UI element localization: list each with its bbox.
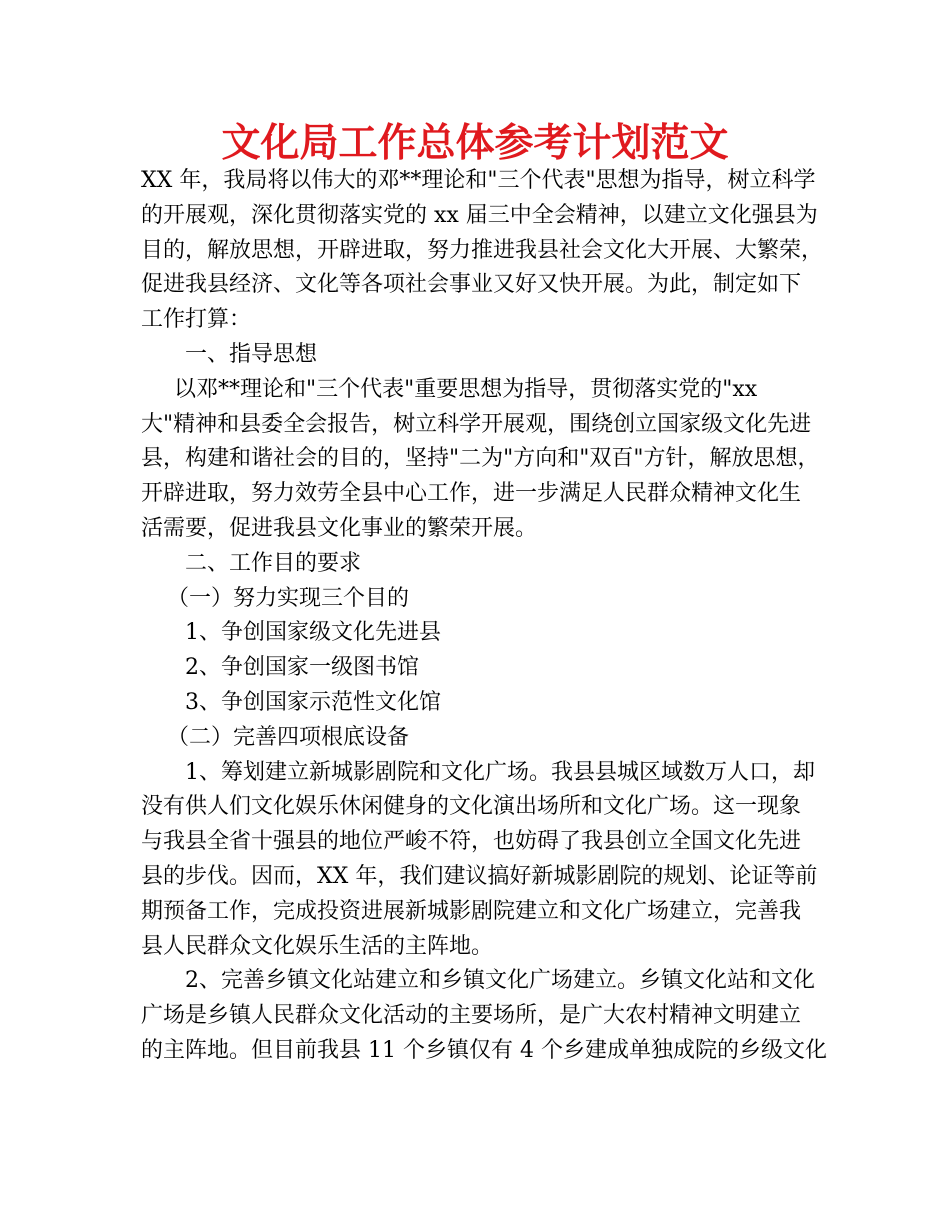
subsection-heading-four-facilities: （二）完善四项根底设备: [167, 724, 410, 750]
list-item: 3、争创国家示范性文化馆: [185, 689, 441, 715]
list-item: 2、争创国家一级图书馆: [185, 655, 419, 681]
paragraph-line: 的主阵地。但目前我县 11 个乡镇仅有 4 个乡建成单独成院的乡级文化: [141, 1037, 827, 1063]
intro-paragraph: [141, 164, 824, 338]
paragraph-line: 没有供人们文化娱乐休闲健身的文化演出场所和文化广场。这一现象: [141, 794, 802, 820]
paragraph-line: XX 年，我局将以伟大的邓**理论和"三个代表"思想为指导，树立科学: [141, 168, 816, 193]
paragraph-line: 广场是乡镇人民群众文化活动的主要场所，是广大农村精神文明建立: [141, 1003, 802, 1029]
paragraph-line: 县，构建和谐社会的目的，坚持"二为"方向和"双百"方针，解放思想，: [141, 446, 820, 472]
paragraph-line: 1、筹划建立新城影剧院和文化广场。我县县城区域数万人口，却: [185, 759, 815, 785]
paragraph-line: 县人民群众文化娱乐生活的主阵地。: [141, 933, 494, 959]
paragraph-line: 活需要，促进我县文化事业的繁荣开展。: [141, 515, 538, 541]
facility-item-2-paragraph: [141, 964, 827, 1068]
document-body: [141, 164, 827, 1069]
paragraph-line: 以邓**理论和"三个代表"重要思想为指导，贯彻落实党的"xx: [174, 376, 758, 402]
guiding-thought-paragraph: [141, 373, 820, 547]
list-item: 1、争创国家级文化先进县: [185, 620, 441, 646]
goals-list: [141, 616, 813, 720]
paragraph-line: 目的，解放思想，开辟进取，努力推进我县社会文化大开展、大繁荣，: [141, 237, 824, 263]
paragraph-line: 2、完善乡镇文化站建立和乡镇文化广场建立。乡镇文化站和文化: [185, 968, 815, 994]
section-heading-work-goals: 二、工作目的要求: [185, 550, 362, 576]
paragraph-line: 促进我县经济、文化等各项社会事业又好又快开展。为此，制定如下: [141, 272, 802, 298]
document-title: 文化局工作总体参考计划范文: [221, 120, 729, 166]
paragraph-line: 期预备工作，完成投资进展新城影剧院建立和文化广场建立，完善我: [141, 898, 802, 924]
paragraph-line: 的开展观，深化贯彻落实党的 xx 届三中全会精神，以建立文化强县为: [141, 202, 818, 228]
paragraph-line: 县的步伐。因而，XX 年，我们建议搞好新城影剧院的规划、论证等前: [141, 863, 818, 889]
paragraph-line: 工作打算：: [141, 307, 252, 333]
section-heading-guiding-thought: 一、指导思想: [185, 341, 318, 367]
facility-item-1-paragraph: [141, 756, 818, 965]
paragraph-line: 与我县全省十强县的地位严峻不符，也妨碍了我县创立全国文化先进: [141, 829, 802, 855]
paragraph-line: 开辟进取，努力效劳全县中心工作，进一步满足人民群众精神文化生: [141, 481, 802, 507]
paragraph-line: 大"精神和县委全会报告，树立科学开展观，围绕创立国家级文化先进: [141, 411, 812, 437]
subsection-heading-three-goals: （一）努力实现三个目的: [167, 585, 410, 611]
